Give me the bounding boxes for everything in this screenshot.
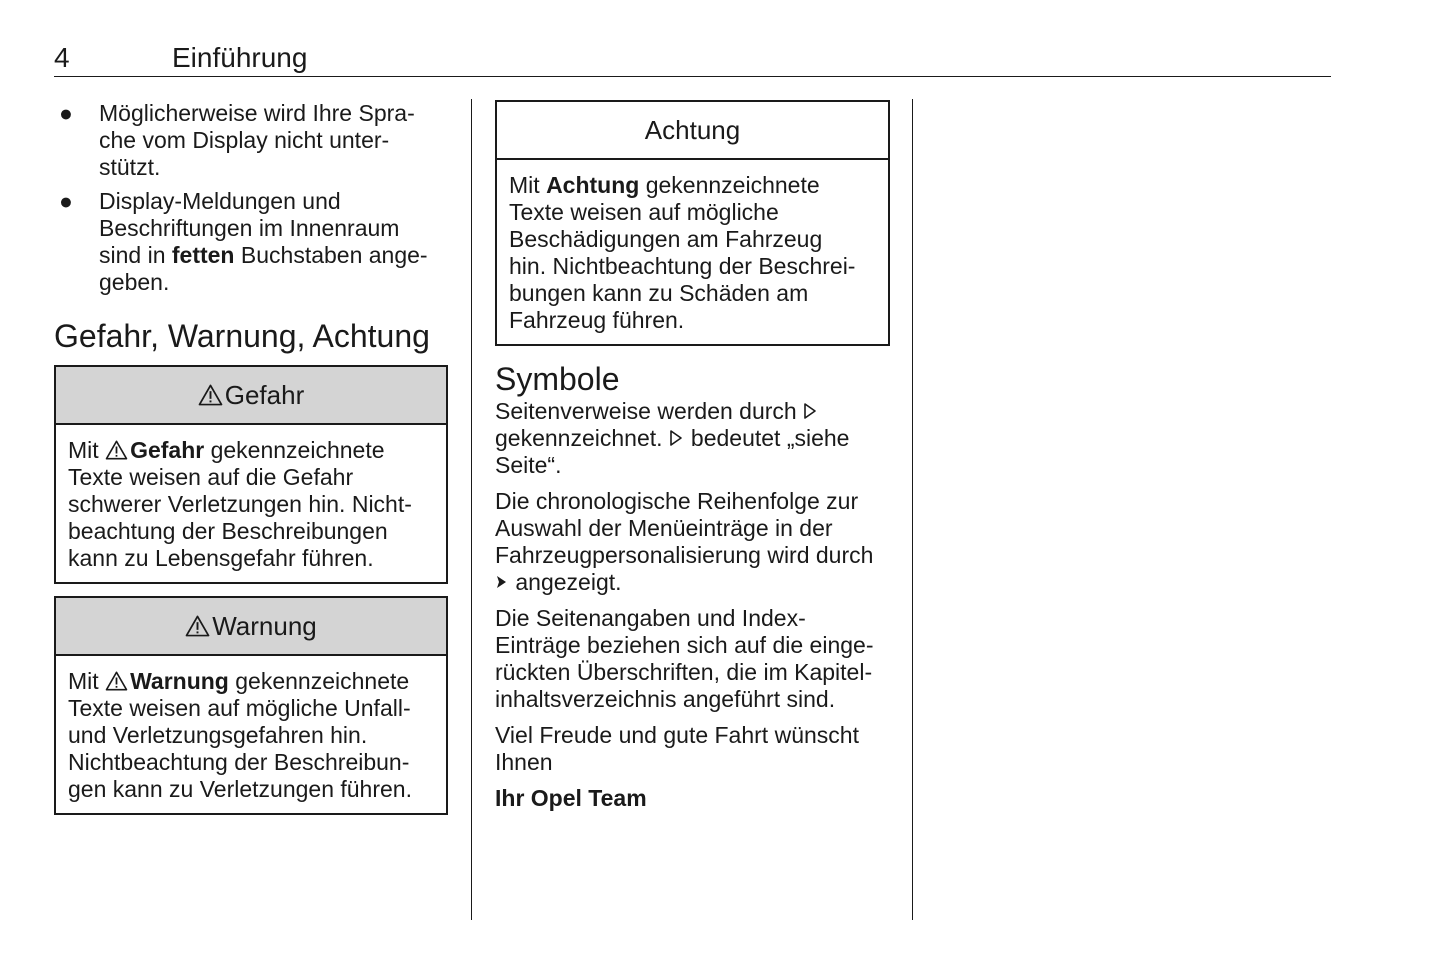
danger-notice-body: Mit Gefahr gekennzeichnete Texte weisen auf die Gefahr schwerer Verletzungen hin. Nicht- beachtung der Beschreibungen kann zu Lebensgefahr führen. — [68, 437, 412, 571]
bullet-icon: ● — [59, 188, 73, 214]
page-reference-arrow-icon — [801, 402, 819, 420]
bullet-icon: ● — [59, 100, 73, 126]
bold-word: fetten — [171, 242, 235, 268]
list-item: ● Möglicherweise wird Ihre Spra- che vom Display nicht unter- stützt. — [59, 100, 415, 180]
caution-notice-body: Mit Achtung gekennzeichnete Texte weisen auf mögliche Beschädigungen am Fahrzeug hin. Nichtbeachtung der Beschrei- bungen kann zu Schäden am Fahrzeug führen. — [509, 172, 856, 333]
column-middle — [495, 100, 890, 821]
bullet-list — [54, 100, 448, 296]
warning-triangle-icon — [105, 671, 128, 691]
paragraph-closing: Viel Freude und gute Fahrt wünscht Ihnen — [495, 722, 859, 775]
warning-notice-body: Mit Warnung gekennzeichnete Texte weisen auf mögliche Unfall- und Verletzungsgefahren hin. Nichtbeachtung der Beschreibun- gen kann zu Verletzungen führen. — [68, 668, 412, 802]
column-left — [54, 100, 448, 815]
section-heading-gefahr-warnung-achtung: Gefahr, Warnung, Achtung — [54, 318, 430, 354]
list-item: ● Display-Meldungen und Beschriftungen im Innenraum sind in fetten Buchstaben ange- geben. — [59, 188, 428, 295]
column-divider-right — [912, 99, 913, 920]
warning-triangle-icon — [185, 615, 210, 637]
warning-notice-box — [54, 596, 448, 815]
paragraph-page-index: Die Seitenangaben und Index- Einträge beziehen sich auf die einge- rückten Überschriften, die im Kapitel- inhaltsverzeichnis angeführt sind. — [495, 605, 874, 712]
warning-triangle-icon — [105, 440, 128, 460]
column-divider-left — [471, 99, 472, 920]
page-reference-arrow-icon — [667, 429, 685, 447]
chapter-title: Einführung — [172, 42, 308, 73]
page-header — [54, 40, 1331, 77]
caution-notice-box — [495, 100, 890, 346]
danger-notice-box — [54, 365, 448, 584]
signature: Ihr Opel Team — [495, 785, 647, 811]
page-number: 4 — [54, 42, 70, 73]
paragraph-page-references: Seitenverweise werden durch gekennzeichnet. bedeutet „siehe Seite“. — [495, 398, 850, 478]
paragraph-menu-order: Die chronologische Reihenfolge zur Auswahl der Menüeinträge in der Fahrzeugpersonalisierung wird durch angezeigt. — [495, 488, 874, 595]
section-heading-symbole: Symbole — [495, 361, 620, 397]
menu-step-arrow-icon — [495, 573, 509, 591]
caution-notice-title: Achtung — [497, 102, 888, 160]
warning-triangle-icon — [198, 384, 223, 406]
danger-notice-title: Gefahr — [56, 367, 446, 425]
warning-notice-title: Warnung — [56, 598, 446, 656]
